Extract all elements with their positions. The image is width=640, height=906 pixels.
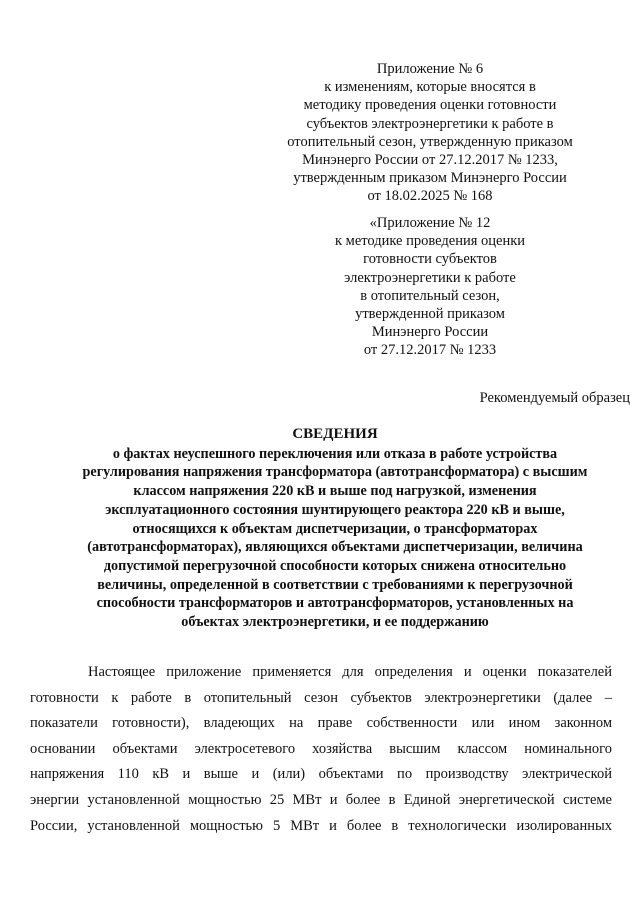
- appendix-6-line: от 18.02.2025 № 168: [367, 188, 493, 205]
- title-line: допустимой перегрузочной способности которых снижена относительно: [103, 557, 567, 574]
- appendix-12-line: электроэнергетики к работе: [344, 269, 516, 286]
- body-paragraph: [30, 660, 612, 839]
- appendix-6-header: [270, 60, 590, 206]
- body-line: готовности к работе в отопительный сезон субъектов электроэнергетики (далее –: [30, 689, 612, 706]
- body-line: напряжения 110 кВ и выше и (или) объектами по производству электрической: [30, 766, 612, 783]
- title-line: величины, определенной в соответствии с требованиями к перегрузочной: [97, 576, 573, 593]
- title-line: регулирования напряжения трансформатора (автотрансформатора) с высшим: [82, 464, 588, 481]
- appendix-12-line: «Приложение № 12: [369, 215, 491, 231]
- appendix-6-line: к изменениям, которые вносятся в: [324, 79, 536, 96]
- title-line: (автотрансформаторах), являющихся объектами диспетчеризации, величина: [87, 539, 583, 556]
- appendix-6-line: Приложение № 6: [376, 61, 484, 77]
- appendix-12-line: к методике проведения оценки: [334, 233, 526, 250]
- body-line: основании объектами электросетевого хозяйства высшим классом номинального: [30, 740, 612, 757]
- title-line: о фактах неуспешного переключения или отказа в работе устройства: [112, 445, 558, 462]
- appendix-12-line: утвержденной приказом: [355, 306, 505, 323]
- appendix-6-line: отопительный сезон, утвержденную приказом: [287, 133, 573, 150]
- appendix-12-line: готовности субъектов: [363, 251, 497, 268]
- appendix-12-line: Минэнерго России: [371, 324, 489, 341]
- appendix-6-line: Минэнерго России от 27.12.2017 № 1233,: [302, 152, 558, 169]
- body-line: энергии установленной мощностью 25 МВт и более в Единой энергетической системе: [30, 791, 612, 808]
- appendix-12-line: от 27.12.2017 № 1233: [363, 342, 497, 359]
- body-line: Настоящее приложение применяется для определения и оценки показателей: [88, 664, 612, 680]
- title-line: объектах электроэнергетики, и ее поддержанию: [181, 614, 489, 631]
- recommended-sample-label: Рекомендуемый образец: [479, 390, 630, 406]
- appendix-12-line: в отопительный сезон,: [360, 287, 500, 304]
- appendix-6-line: субъектов электроэнергетики к работе в: [306, 115, 554, 132]
- body-line: России, установленной мощностью 5 МВт и более в технологически изолированных: [30, 817, 612, 834]
- appendix-12-header: [270, 214, 590, 360]
- body-line: показатели готовности), владеющих на праве собственности или ином законном: [30, 715, 612, 732]
- title-heading: СВЕДЕНИЯ: [292, 426, 378, 442]
- appendix-6-line: утвержденным приказом Минэнерго России: [293, 170, 567, 187]
- document-title: [30, 425, 640, 632]
- title-line: относящихся к объектам диспетчеризации, о трансформаторах: [132, 520, 538, 537]
- appendix-6-line: методику проведения оценки готовности: [303, 97, 557, 114]
- title-line: эксплуатационного состояния шунтирующего реактора 220 кВ и выше,: [105, 501, 565, 518]
- title-line: способности трансформаторов и автотрансформаторов, установленных на: [96, 595, 574, 612]
- title-line: классом напряжения 220 кВ и выше под нагрузкой, изменения: [133, 483, 537, 500]
